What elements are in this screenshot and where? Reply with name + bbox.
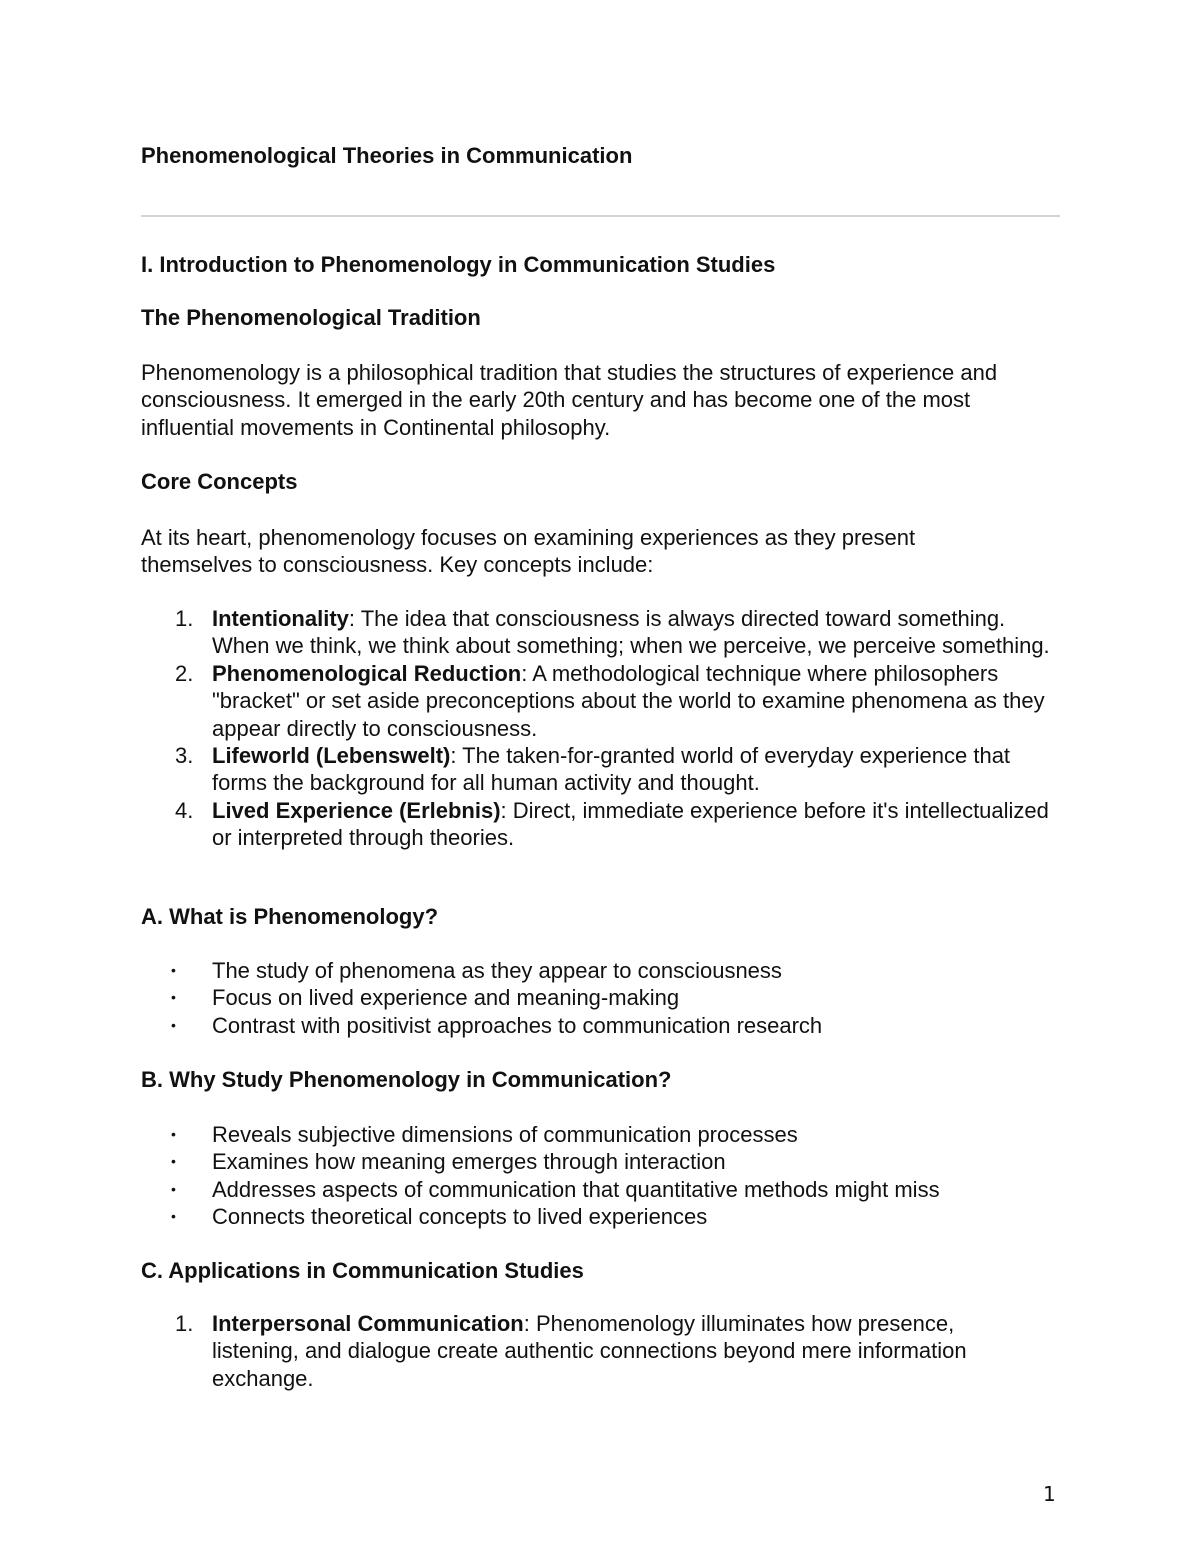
list-item xyxy=(141,742,1066,797)
bullet-text: Reveals subjective dimensions of communication processes xyxy=(212,1122,798,1147)
list-number: 4. xyxy=(175,797,194,823)
section-a-heading: A. What is Phenomenology? xyxy=(141,904,439,929)
bullet-text: Contrast with positivist approaches to communication research xyxy=(212,1012,823,1038)
bullet-icon: • xyxy=(171,1126,176,1142)
bullet-icon: • xyxy=(171,1180,176,1197)
list-number: 3. xyxy=(175,743,194,769)
bullet-text: Addresses aspects of communication that quantitative methods might miss xyxy=(212,1176,940,1202)
bullet-item xyxy=(141,1176,1071,1203)
bullet-text: Connects theoretical concepts to lived experiences xyxy=(212,1204,708,1230)
term-lifeworld: Lifeworld (Lebenswelt) xyxy=(212,743,451,769)
term-description: : The idea that consciousness is always directed toward something. When we think, we think about something; when we perceive, we perceive something. xyxy=(212,606,1050,659)
bullet-text: Examines how meaning emerges through interaction xyxy=(212,1149,726,1175)
section-c-heading: C. Applications in Communication Studies xyxy=(141,1258,584,1283)
section-c-list xyxy=(141,1310,1041,1392)
bullet-item xyxy=(141,1121,1071,1148)
bullet-text: The study of phenomena as they appear to consciousness xyxy=(212,958,782,983)
bullet-item xyxy=(141,1012,1071,1039)
bullet-icon: • xyxy=(171,989,176,1006)
section-b-heading: B. Why Study Phenomenology in Communication? xyxy=(141,1067,672,1092)
term-intentionality: Intentionality xyxy=(212,606,349,631)
term-description: : The taken-for-granted world of everyday experience that forms the background for all human activity and thought. xyxy=(212,743,1011,796)
list-number: 1. xyxy=(175,606,194,631)
list-item xyxy=(141,660,1066,742)
term-description: : Direct, immediate experience before it's intellectualized or interpreted through theories. xyxy=(212,797,1049,851)
list-item xyxy=(141,797,1066,852)
core-concepts-paragraph: At its heart, phenomenology focuses on examining experiences as they present themselves to consciousness. Key concepts include: xyxy=(141,525,916,578)
page-number: 1 xyxy=(1043,1482,1056,1506)
bullet-item xyxy=(141,1203,1071,1230)
bullet-icon: • xyxy=(171,1016,176,1033)
tradition-paragraph: Phenomenology is a philosophical tradition that studies the structures of experience and consciousness. It emerged in the early 20th century and has become one of the most influential movements in Continental philosophy. xyxy=(141,360,998,440)
bullet-icon: • xyxy=(171,1153,176,1170)
section-a-bullets xyxy=(141,957,1071,1039)
term-lived-experience: Lived Experience (Erlebnis) xyxy=(212,797,501,823)
term-interpersonal-communication: Interpersonal Communication xyxy=(212,1311,524,1336)
core-concepts-heading: Core Concepts xyxy=(141,469,298,494)
tradition-heading: The Phenomenological Tradition xyxy=(141,305,481,330)
list-item xyxy=(141,1310,1041,1392)
bullet-text: Focus on lived experience and meaning-making xyxy=(212,985,680,1011)
core-concepts-list xyxy=(141,605,1066,852)
bullet-item xyxy=(141,984,1071,1011)
document-title: Phenomenological Theories in Communication xyxy=(141,143,633,168)
list-number: 2. xyxy=(175,660,194,686)
horizontal-divider xyxy=(141,215,1060,217)
term-phenomenological-reduction: Phenomenological Reduction xyxy=(212,660,522,686)
term-description: : Phenomenology illuminates how presence, listening, and dialogue create authentic connections beyond mere information exchange. xyxy=(212,1311,967,1391)
term-description: : A methodological technique where philosophers "bracket" or set aside preconceptions about the world to examine phenomena as they appear directly to consciousness. xyxy=(212,660,1045,741)
bullet-icon: • xyxy=(171,1208,176,1225)
section-b-bullets xyxy=(141,1121,1071,1231)
bullet-icon: • xyxy=(171,962,176,978)
list-item xyxy=(141,605,1066,660)
bullet-item xyxy=(141,957,1071,984)
section-heading: I. Introduction to Phenomenology in Communication Studies xyxy=(141,252,776,277)
bullet-item xyxy=(141,1148,1071,1175)
list-number: 1. xyxy=(175,1311,194,1336)
